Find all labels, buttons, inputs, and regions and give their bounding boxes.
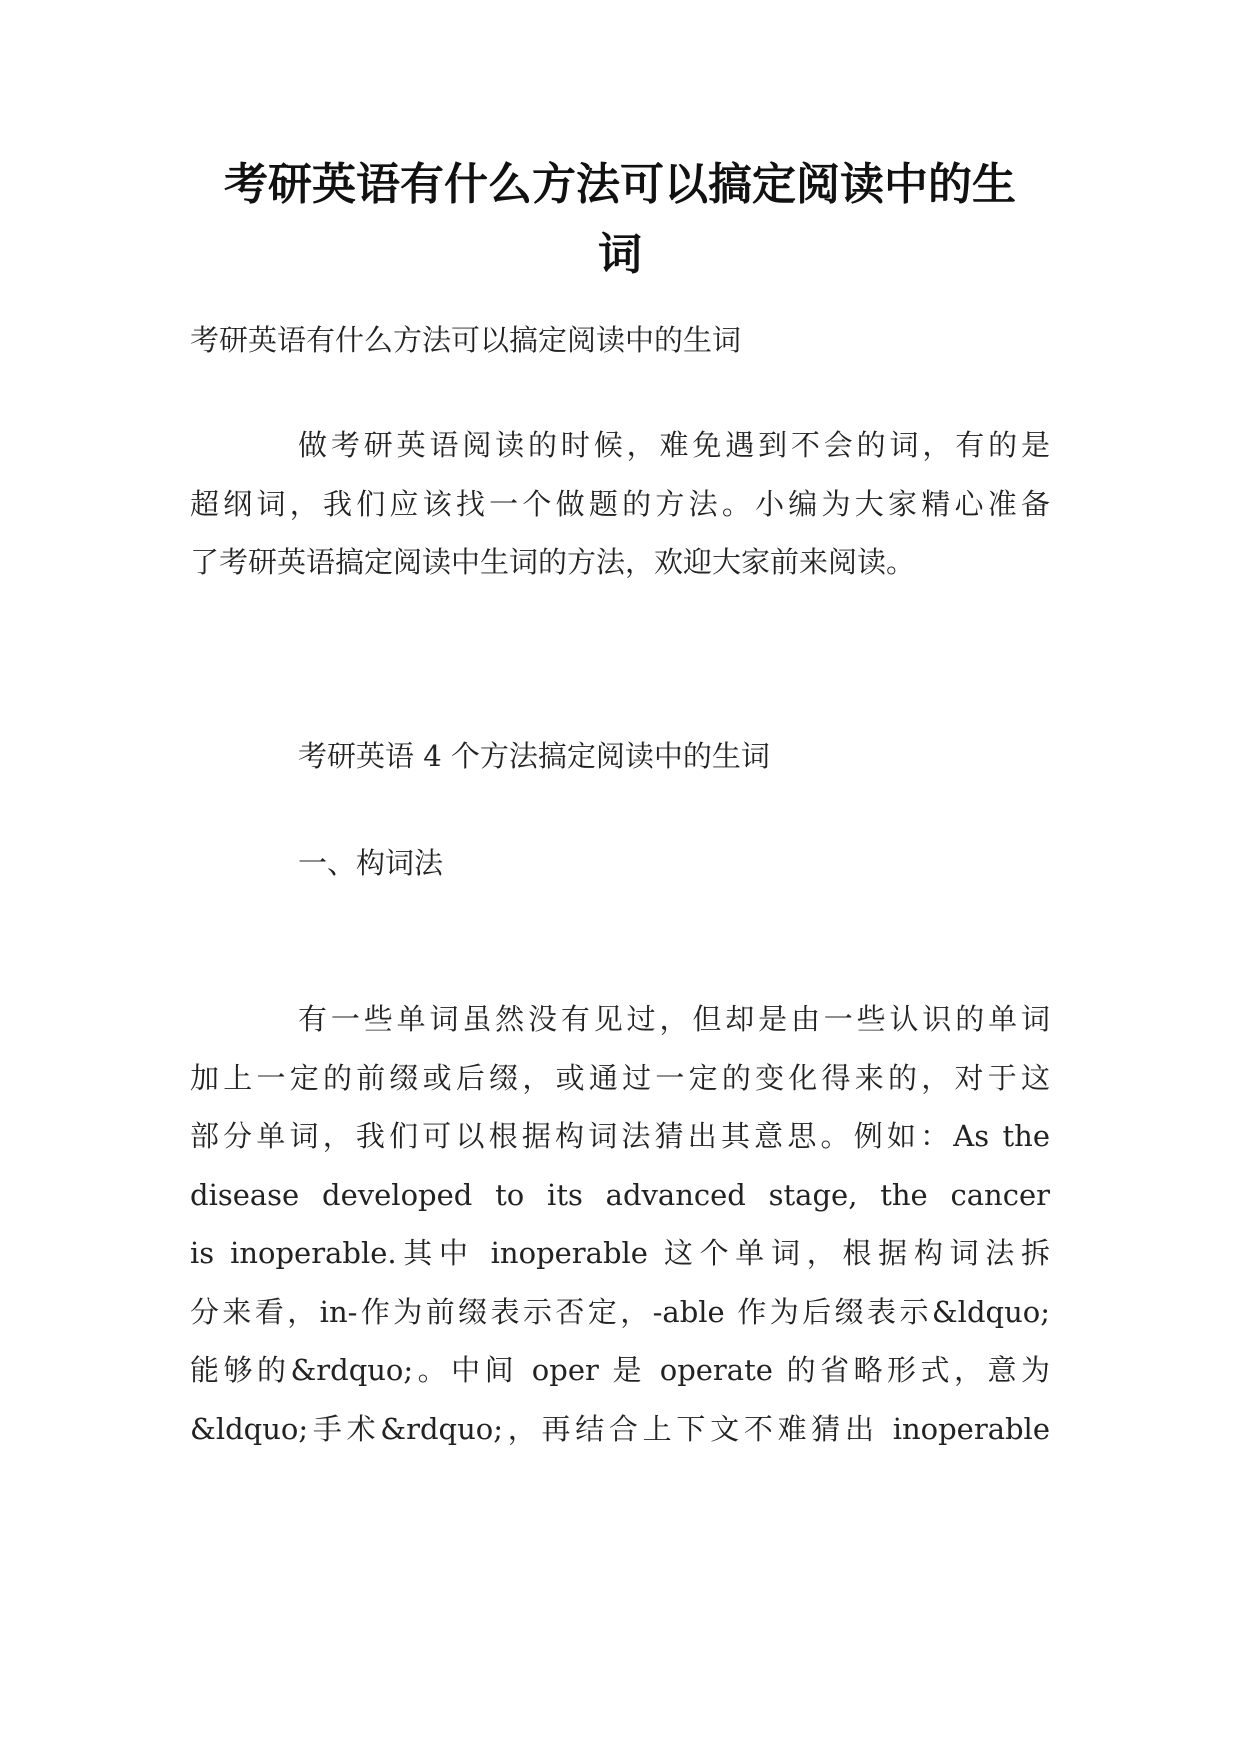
- paragraph-line: 能够的&rdquo;。中间 oper 是 operate 的省略形式，意为: [190, 1353, 1050, 1387]
- paragraph-line: &ldquo;手术&rdquo;，再结合上下文不难猜出 inoperable: [190, 1411, 1050, 1446]
- document-title: [190, 150, 1050, 290]
- paragraph-line: 有一些单词虽然没有见过，但却是由一些认识的单词: [298, 1002, 1050, 1036]
- method-paragraph: [190, 990, 1050, 1458]
- intro-line: 做考研英语阅读的时候，难免遇到不会的词，有的是: [298, 428, 1050, 462]
- method-heading: 一、构词法: [298, 846, 444, 880]
- paragraph-line: 部分单词，我们可以根据构词法猜出其意思。例如：As the: [190, 1119, 1050, 1153]
- intro-line: 了考研英语搞定阅读中生词的方法，欢迎大家前来阅读。: [190, 545, 916, 579]
- intro-line: 超纲词，我们应该找一个做题的方法。小编为大家精心准备: [190, 486, 1050, 521]
- title-line-2: 词: [598, 229, 642, 280]
- intro-paragraph: [190, 416, 1050, 592]
- paragraph-line: 分来看，in-作为前缀表示否定，-able 作为后缀表示&ldquo;: [190, 1294, 1050, 1329]
- paragraph-line: is inoperable.其中 inoperable 这个单词，根据构词法拆: [190, 1236, 1050, 1270]
- section-heading: 考研英语 4 个方法搞定阅读中的生词: [298, 739, 770, 773]
- document-subtitle: 考研英语有什么方法可以搞定阅读中的生词: [190, 323, 742, 357]
- paragraph-line: disease developed to its advanced stage, the cancer: [190, 1177, 1050, 1212]
- title-line-1: 考研英语有什么方法可以搞定阅读中的生: [224, 159, 1016, 210]
- paragraph-line: 加上一定的前缀或后缀，或通过一定的变化得来的，对于这: [190, 1060, 1050, 1095]
